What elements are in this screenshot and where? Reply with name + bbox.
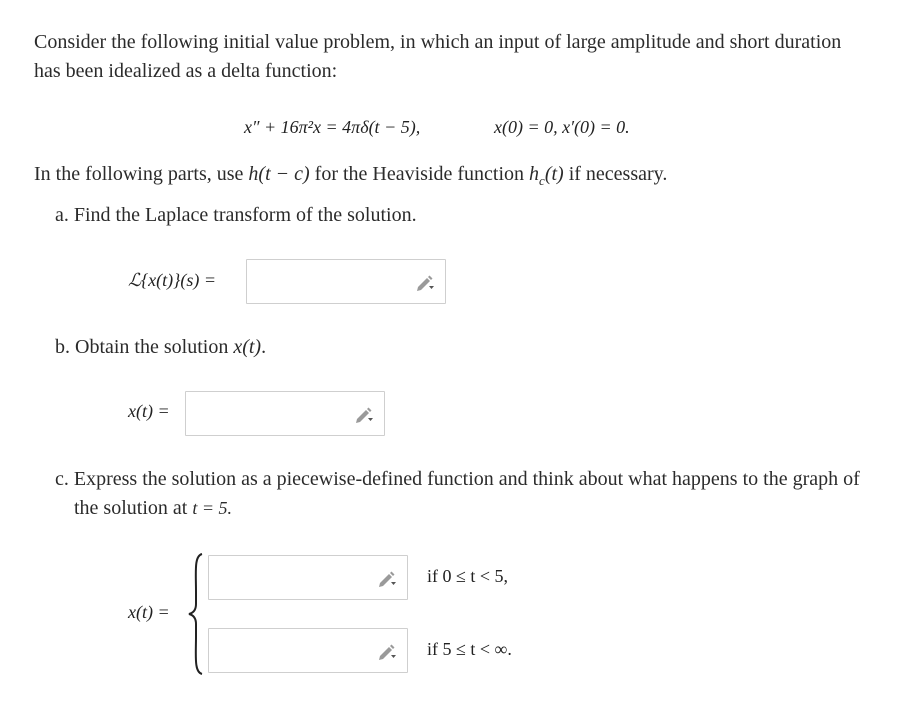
instruction-mid: for the Heaviside function [309, 163, 530, 185]
pencil-edit-icon[interactable] [377, 570, 397, 588]
pencil-edit-icon[interactable] [354, 406, 374, 424]
part-c-line-2-pre: the solution at [74, 497, 193, 519]
part-c-line-2 [55, 494, 905, 523]
part-c-line-2-expr: t = 5. [192, 498, 232, 518]
pencil-edit-icon[interactable] [415, 274, 435, 292]
intro-paragraph [34, 28, 904, 86]
heaviside-symbol: h [529, 163, 540, 185]
ic-expression: x(0) = 0, x′(0) = 0. [494, 117, 630, 137]
heaviside-shift-expr: h(t − c) [248, 163, 310, 185]
piecewise-case-2-condition [427, 639, 512, 660]
case-2-condition-text: if 5 ≤ t < ∞. [427, 639, 512, 659]
part-b-label-post: . [261, 336, 267, 358]
solution-answer-input[interactable] [185, 391, 385, 436]
laplace-expression: ℒ{x(t)}(s) = [128, 270, 216, 290]
instruction-pre: In the following parts, use [34, 163, 249, 185]
laplace-answer-input[interactable] [246, 259, 446, 304]
heaviside-arg: (t) [544, 163, 564, 185]
ode-equation [244, 117, 420, 138]
part-a-lhs [128, 270, 216, 291]
initial-conditions [494, 117, 630, 138]
pencil-edit-icon[interactable] [377, 643, 397, 661]
part-a-label: a. Find the Laplace transform of the solution. [55, 204, 417, 226]
part-b-label-expr: x(t) [233, 336, 262, 358]
part-c-lhs [128, 602, 170, 623]
intro-line-2: has been idealized as a delta function: [34, 60, 338, 82]
part-c-label [55, 465, 905, 523]
intro-line-1: Consider the following initial value problem, in which an input of large amplitude and short duration [34, 31, 842, 53]
part-b-lhs [128, 401, 170, 422]
instruction-text [34, 160, 667, 195]
piecewise-brace [186, 552, 204, 676]
part-c-line-1: c. Express the solution as a piecewise-defined function and think about what happens to the graph of [55, 468, 860, 490]
part-b-label [55, 333, 266, 362]
piecewise-expression: x(t) = [128, 602, 170, 622]
ode-expression: x″ + 16π²x = 4πδ(t − 5), [244, 117, 421, 137]
solution-expression: x(t) = [128, 401, 170, 421]
case-1-condition-text: if 0 ≤ t < 5, [427, 566, 509, 586]
instruction-post: if necessary. [563, 163, 668, 185]
part-b-label-pre: b. Obtain the solution [55, 336, 234, 358]
piecewise-case-2-input[interactable] [208, 628, 408, 673]
heaviside-subscript: c [539, 173, 545, 188]
piecewise-case-1-condition [427, 566, 508, 587]
piecewise-case-1-input[interactable] [208, 555, 408, 600]
